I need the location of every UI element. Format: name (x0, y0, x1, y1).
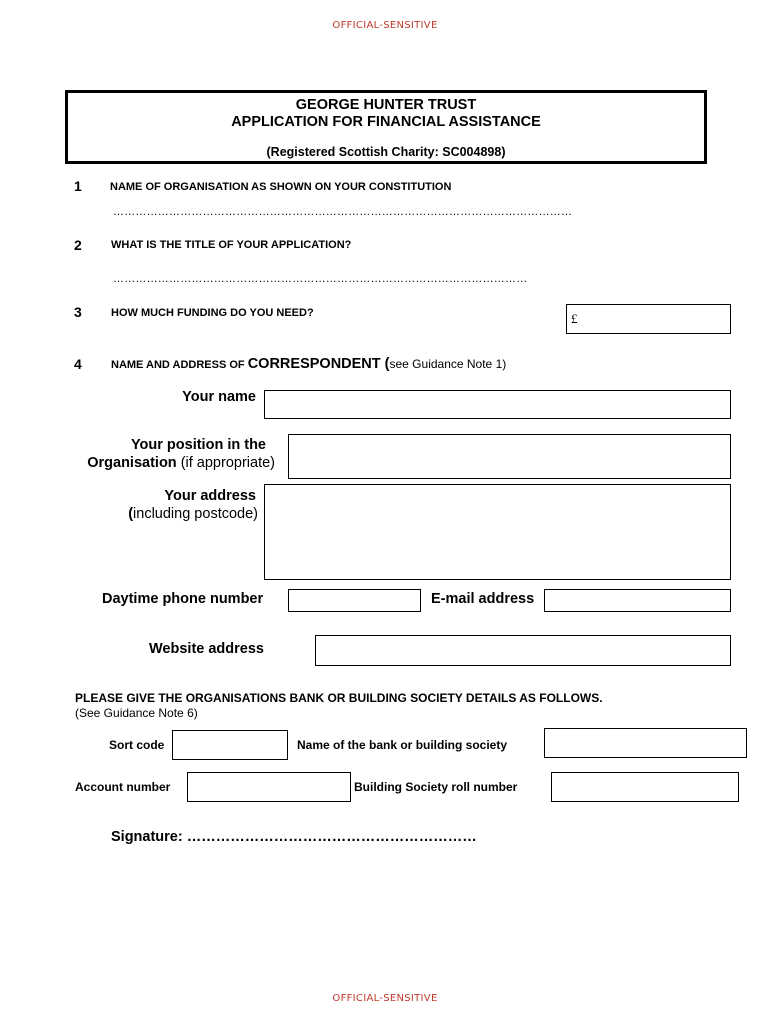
sort-code-input[interactable] (172, 730, 288, 760)
phone-input[interactable] (288, 589, 421, 612)
form-title: APPLICATION FOR FINANCIAL ASSISTANCE (231, 114, 541, 130)
title-box (65, 90, 707, 164)
position-label-line2 (60, 455, 275, 471)
sort-code-label: Sort code (109, 738, 165, 752)
security-marking-top: OFFICIAL-SENSITIVE (332, 20, 438, 31)
roll-number-label: Building Society roll number (354, 780, 518, 794)
bank-name-label: Name of the bank or building society (297, 738, 508, 752)
question-1-text: NAME OF ORGANISATION AS SHOWN ON YOUR CONSTITUTION (110, 181, 452, 193)
address-label-line1: Your address (164, 488, 256, 504)
email-label: E-mail address (431, 591, 535, 607)
question-2-answer-line[interactable]: ………………………………………………………………………………………………… (113, 273, 528, 285)
question-4-guidance: see Guidance Note 1) (389, 357, 507, 371)
address-label-line2 (80, 506, 258, 522)
bank-name-input[interactable] (544, 728, 747, 758)
email-input[interactable] (544, 589, 731, 612)
position-label-appropriate: (if appropriate) (176, 455, 275, 471)
address-input[interactable] (264, 484, 731, 580)
question-4-text-prefix: NAME AND ADDRESS OF (111, 359, 248, 371)
bank-guidance-note: (See Guidance Note 6) (75, 706, 198, 720)
phone-label: Daytime phone number (102, 591, 264, 607)
question-1-number: 1 (74, 178, 82, 194)
question-2-number: 2 (74, 237, 82, 253)
account-number-input[interactable] (187, 772, 351, 802)
your-name-input[interactable] (264, 390, 731, 419)
website-input[interactable] (315, 635, 731, 666)
question-4-text-correspondent: CORRESPONDENT ( (247, 356, 390, 372)
address-label-postcode: including postcode) (133, 506, 258, 522)
signature-line[interactable]: Signature: …………………………………………………… (111, 829, 477, 845)
bank-heading: PLEASE GIVE THE ORGANISATIONS BANK OR BUILDING SOCIETY DETAILS AS FOLLOWS. (75, 691, 603, 705)
question-4-text (111, 355, 506, 373)
security-marking-bottom: OFFICIAL-SENSITIVE (332, 993, 438, 1004)
position-input[interactable] (288, 434, 731, 479)
charity-number: (Registered Scottish Charity: SC004898) (266, 145, 506, 159)
trust-name: GEORGE HUNTER TRUST (295, 97, 477, 113)
question-4-number: 4 (74, 356, 82, 372)
your-name-label: Your name (182, 389, 256, 405)
address-label-paren: ( (128, 506, 134, 522)
funding-amount-input[interactable] (566, 304, 731, 334)
account-number-label: Account number (75, 780, 171, 794)
question-3-text: HOW MUCH FUNDING DO YOU NEED? (111, 307, 314, 319)
position-label-line1: Your position in the (130, 437, 266, 453)
question-3-number: 3 (74, 304, 82, 320)
roll-number-input[interactable] (551, 772, 739, 802)
question-1-answer-line[interactable]: …………………………………………………………………………………………………………… (113, 206, 573, 218)
question-2-text: WHAT IS THE TITLE OF YOUR APPLICATION? (111, 239, 352, 251)
website-label: Website address (149, 641, 264, 657)
position-label-organisation: Organisation (87, 455, 177, 471)
